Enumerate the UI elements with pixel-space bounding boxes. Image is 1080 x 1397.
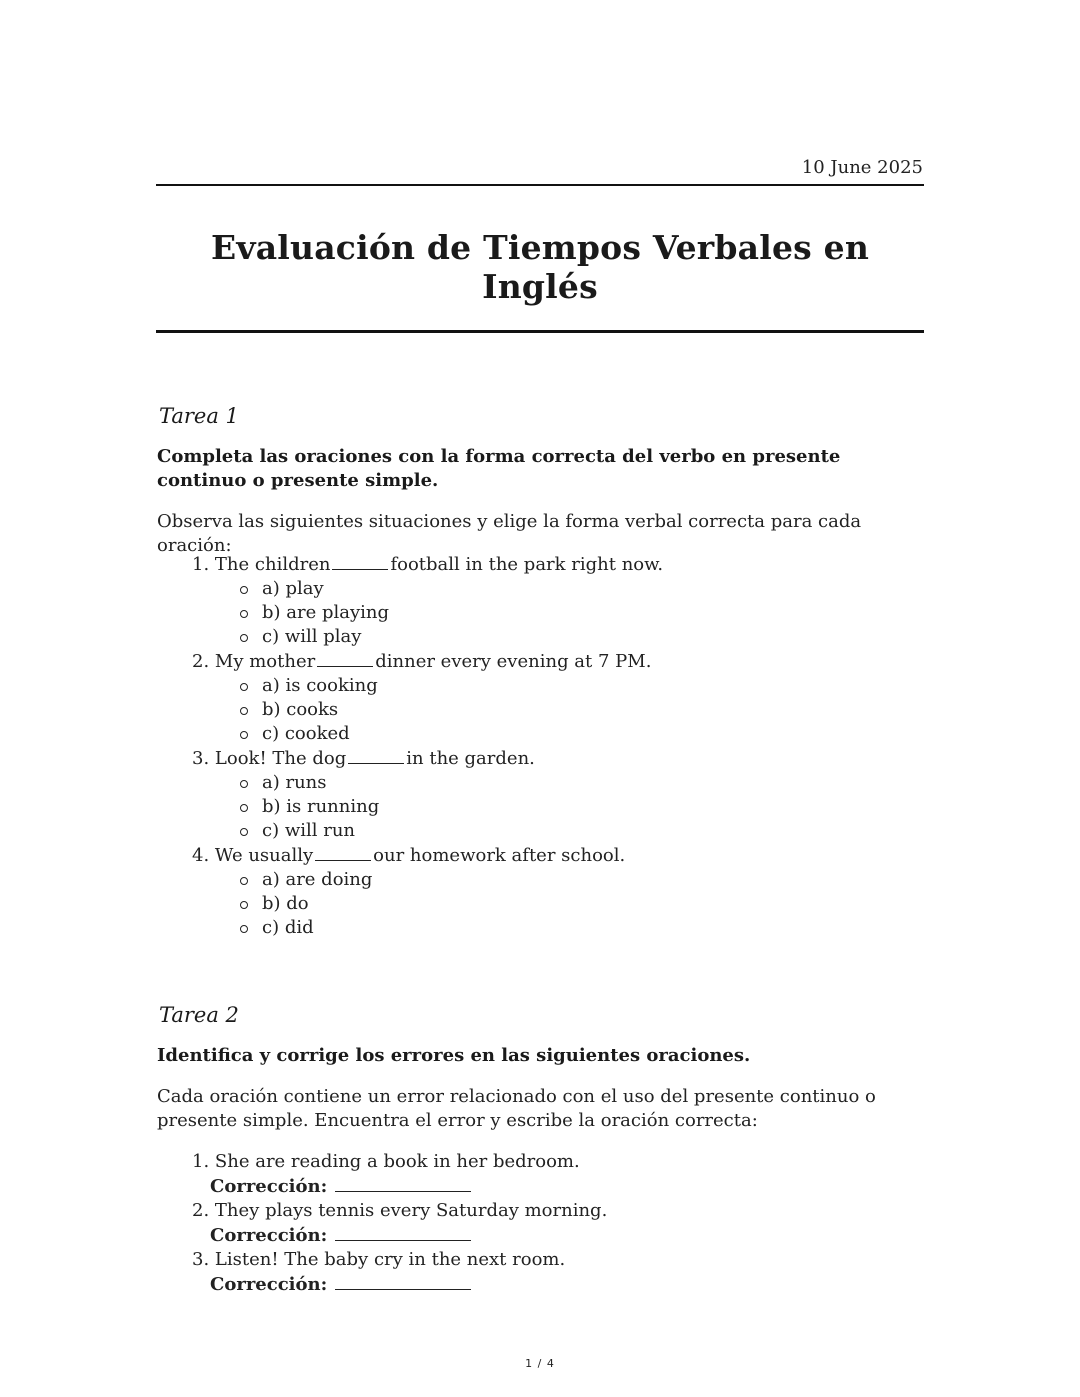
circle-bullet-icon — [240, 731, 248, 739]
error-sentence-1 — [192, 1150, 607, 1199]
task1-intro: Observa las siguientes situaciones y elige la forma verbal correcta para cada oración: — [157, 511, 862, 556]
task2-sentence-list — [192, 1150, 607, 1297]
task1-instruction: Completa las oraciones con la forma correcta del verbo en presente continuo o presente simple. — [157, 446, 841, 491]
option[interactable] — [240, 819, 663, 843]
question-1 — [192, 552, 663, 649]
correction-line — [192, 1272, 607, 1297]
option-list — [192, 674, 663, 746]
answer-blank[interactable] — [332, 552, 388, 570]
circle-bullet-icon — [240, 925, 248, 933]
task1-title: Tarea 1 — [159, 404, 239, 428]
question-4 — [192, 843, 663, 940]
title-rule — [156, 330, 924, 333]
question-text-after: our homework after school. — [373, 845, 626, 866]
question-text-after: football in the park right now. — [390, 554, 664, 575]
circle-bullet-icon — [240, 804, 248, 812]
sentence-number: 2. — [192, 1200, 210, 1221]
question-2 — [192, 649, 663, 746]
sentence-number: 3. — [192, 1249, 210, 1270]
option-label: b) cooks — [262, 699, 339, 720]
document-title: Evaluación de Tiempos Verbales en Inglés — [210, 228, 870, 306]
error-sentence-3 — [192, 1248, 607, 1297]
question-text-after: in the garden. — [406, 748, 535, 769]
circle-bullet-icon — [240, 683, 248, 691]
answer-blank[interactable] — [348, 746, 404, 764]
option-label: c) will run — [262, 820, 356, 841]
page-number: 1 / 4 — [525, 1357, 555, 1370]
task2-title: Tarea 2 — [159, 1003, 239, 1027]
circle-bullet-icon — [240, 707, 248, 715]
task2-instruction: Identifica y corrige los errores en las siguientes oraciones. — [157, 1045, 751, 1066]
correction-blank[interactable] — [335, 1223, 471, 1241]
correction-blank[interactable] — [335, 1272, 471, 1290]
option[interactable] — [240, 601, 663, 625]
error-sentence-2 — [192, 1199, 607, 1248]
option-label: c) cooked — [262, 723, 350, 744]
question-text-before: My mother — [214, 651, 316, 672]
question-number: 2. — [192, 651, 210, 672]
sentence-number: 1. — [192, 1151, 210, 1172]
sentence-text: Listen! The baby cry in the next room. — [214, 1249, 566, 1270]
option-list — [192, 577, 663, 649]
option[interactable] — [240, 674, 663, 698]
circle-bullet-icon — [240, 780, 248, 788]
answer-blank[interactable] — [317, 649, 373, 667]
option-label: c) will play — [262, 626, 362, 647]
question-text-before: We usually — [214, 845, 314, 866]
answer-blank[interactable] — [315, 843, 371, 861]
question-number: 4. — [192, 845, 210, 866]
option-label: b) is running — [262, 796, 380, 817]
correction-blank[interactable] — [335, 1174, 471, 1192]
sentence-text: She are reading a book in her bedroom. — [214, 1151, 580, 1172]
option-list — [192, 868, 663, 940]
sentence-text: They plays tennis every Saturday morning. — [214, 1200, 608, 1221]
option-list — [192, 771, 663, 843]
question-text-before: Look! The dog — [214, 748, 347, 769]
circle-bullet-icon — [240, 634, 248, 642]
correction-label: Corrección: — [210, 1176, 328, 1197]
header-rule — [156, 184, 924, 186]
correction-line — [192, 1174, 607, 1199]
option[interactable] — [240, 577, 663, 601]
option-label: a) play — [262, 578, 324, 599]
document-date: 10 June 2025 — [801, 157, 923, 178]
option[interactable] — [240, 771, 663, 795]
circle-bullet-icon — [240, 610, 248, 618]
option-label: b) are playing — [262, 602, 390, 623]
option[interactable] — [240, 916, 663, 940]
question-text-after: dinner every evening at 7 PM. — [375, 651, 652, 672]
question-number: 3. — [192, 748, 210, 769]
question-text-before: The children — [214, 554, 331, 575]
circle-bullet-icon — [240, 828, 248, 836]
option-label: a) runs — [262, 772, 327, 793]
option-label: b) do — [262, 893, 309, 914]
option[interactable] — [240, 795, 663, 819]
option-label: a) are doing — [262, 869, 373, 890]
option[interactable] — [240, 722, 663, 746]
option[interactable] — [240, 698, 663, 722]
circle-bullet-icon — [240, 586, 248, 594]
question-number: 1. — [192, 554, 210, 575]
option[interactable] — [240, 868, 663, 892]
option[interactable] — [240, 625, 663, 649]
option[interactable] — [240, 892, 663, 916]
circle-bullet-icon — [240, 877, 248, 885]
circle-bullet-icon — [240, 901, 248, 909]
task2-intro: Cada oración contiene un error relacionado con el uso del presente continuo o presente simple. Encuentra el error y escribe la oración correcta: — [157, 1086, 876, 1131]
option-label: a) is cooking — [262, 675, 378, 696]
correction-label: Corrección: — [210, 1274, 328, 1295]
correction-line — [192, 1223, 607, 1248]
correction-label: Corrección: — [210, 1225, 328, 1246]
question-3 — [192, 746, 663, 843]
option-label: c) did — [262, 917, 314, 938]
task1-question-list — [192, 552, 663, 940]
